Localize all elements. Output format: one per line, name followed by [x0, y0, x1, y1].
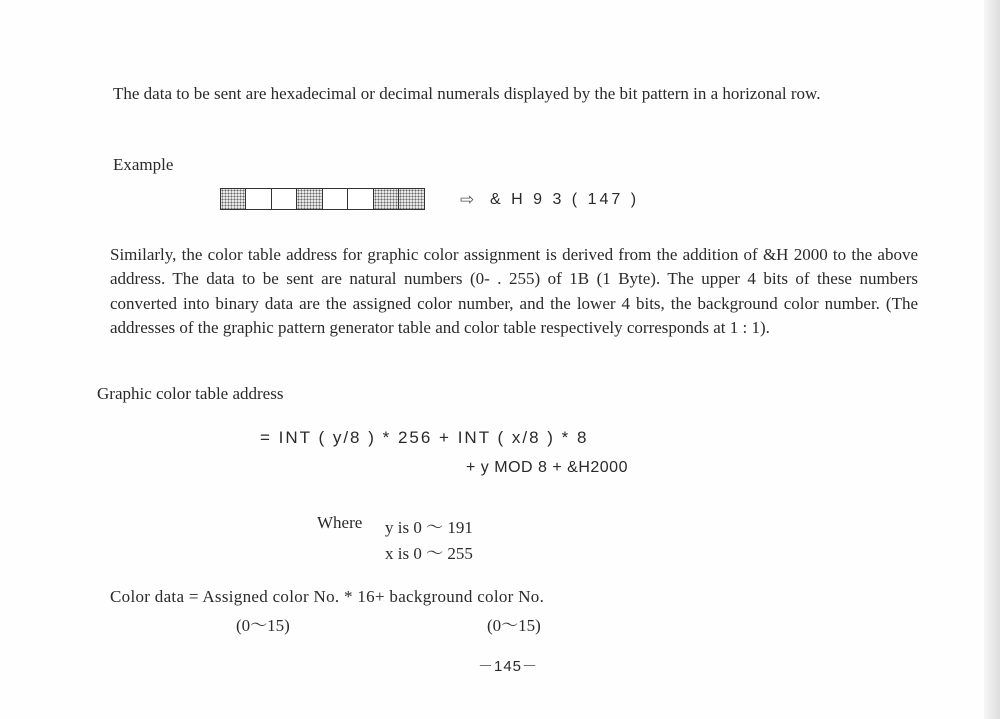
- where-y-range: y is 0 ～ 191: [385, 518, 473, 537]
- bit-cell-clear: [271, 188, 298, 210]
- assigned-color-range: (0～15): [236, 616, 290, 635]
- bit-pattern: [221, 188, 425, 210]
- bit-cell-clear: [245, 188, 272, 210]
- color-data-formula: Color data = Assigned color No. * 16+ background color No.: [110, 587, 545, 606]
- graphic-color-table-label: Graphic color table address: [97, 384, 284, 403]
- bit-cell-set: [220, 188, 247, 210]
- right-arrow-icon: ⇨: [460, 190, 475, 209]
- color-table-paragraph: Similarly, the color table address for graphic color assignment is derived from the addition of &H 2000 to the above address. The data to be sent are natural numbers (0- . 255) of 1B (1 Byte). The upper 4 bits of these numbers converted into binary data are the assigned color number, and the lower 4 bits, the background color number. (The addresses of the graphic pattern generator table and color table respectively corresponds at 1 : 1).: [110, 245, 918, 338]
- intro-paragraph: The data to be sent are hexadecimal or decimal numerals displayed by the bit pattern in a horizonal row.: [113, 84, 821, 103]
- bit-cell-set: [296, 188, 323, 210]
- formula-line-2: + y MOD 8 + &H2000: [466, 459, 628, 476]
- where-label: Where: [317, 513, 363, 532]
- bit-cell-clear: [347, 188, 374, 210]
- bit-cell-set: [373, 188, 400, 210]
- page-edge-shadow: [984, 0, 1000, 719]
- page-number: －145－: [478, 658, 539, 675]
- example-label: Example: [113, 155, 174, 174]
- where-x-range: x is 0 ～ 255: [385, 544, 473, 563]
- example-result: & H 9 3 ( 147 ): [490, 191, 640, 208]
- background-color-range: (0～15): [487, 616, 541, 635]
- bit-cell-clear: [322, 188, 349, 210]
- bit-cell-set: [398, 188, 425, 210]
- formula-line-1: = INT ( y/8 ) * 256 + INT ( x/8 ) * 8: [260, 428, 589, 447]
